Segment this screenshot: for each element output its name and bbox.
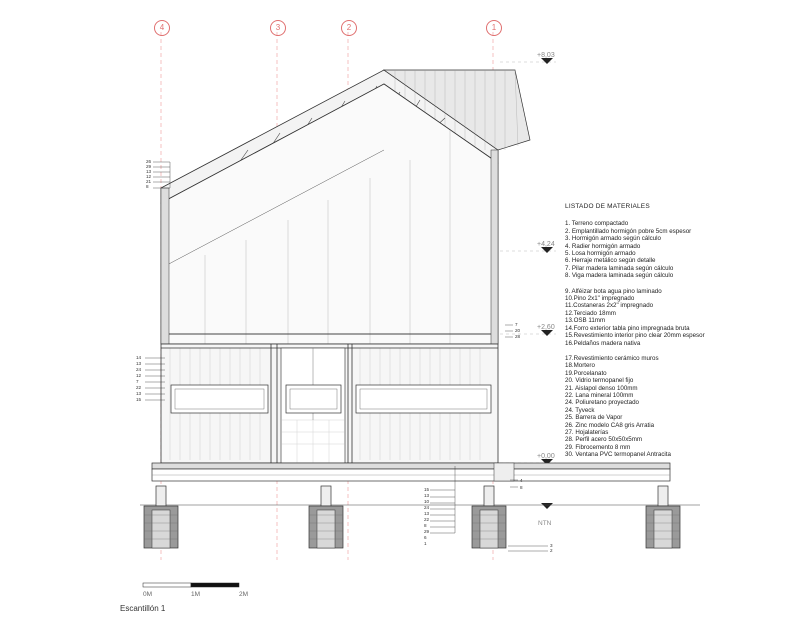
tag: 7	[136, 379, 139, 384]
level-ground: NTN	[538, 520, 552, 527]
legend-item: 19.Porcelanato	[565, 369, 607, 377]
legend-title: LISTADO DE MATERIALES	[565, 203, 650, 210]
tags-floor-right	[520, 477, 523, 491]
grid-axis-1: 1	[486, 20, 502, 36]
tag: 8	[146, 184, 149, 189]
legend-item: 22. Lana mineral 100mm	[565, 391, 634, 399]
tag: 12	[136, 373, 142, 378]
legend-item: 27. Hojalaterías	[565, 428, 609, 436]
legend-item: 18.Mortero	[565, 362, 595, 370]
level-mid-lower: +2,60	[537, 324, 555, 331]
tag: 14	[136, 355, 142, 360]
legend-item: 26. Zinc modelo CA8 gris Arratia	[565, 421, 655, 429]
tag: 29	[424, 529, 430, 534]
tags-floor-center	[424, 487, 429, 547]
level-markers	[541, 58, 553, 509]
legend-item: 16.Peldaños madera nativa	[565, 339, 641, 347]
scale-bar	[143, 583, 239, 587]
tag: 24	[136, 367, 142, 372]
tag: 8	[424, 523, 427, 528]
tag: 29	[146, 164, 152, 169]
legend-item: 8. Viga madera laminada según cálculo	[565, 272, 674, 280]
tag: 15	[136, 397, 142, 402]
tag: 15	[424, 487, 430, 492]
tag: 8	[520, 485, 523, 490]
legend-item: 11.Costaneras 2x2" impregnado	[565, 302, 654, 310]
lower-wall	[161, 344, 498, 463]
tags-wall-right	[515, 322, 520, 340]
legend-item: 30. Ventana PVC termopanel Antracita	[565, 451, 671, 459]
tag: 12	[146, 174, 152, 179]
tag: 20	[515, 328, 521, 333]
materials-legend	[565, 203, 705, 459]
grid-axis-2: 2	[341, 20, 357, 36]
legend-item: 5. Losa hormigón armado	[565, 250, 636, 258]
tag: 21	[146, 179, 152, 184]
scale-label-2: 2M	[239, 591, 249, 598]
tag: 22	[424, 517, 430, 522]
tag: 28	[515, 334, 521, 339]
level-mid-upper: +4,24	[537, 241, 555, 248]
legend-item: 9. Alféizar bota agua pino laminado	[565, 287, 662, 295]
tag: 10	[424, 499, 430, 504]
legend-item: 24. Tyveck	[565, 406, 595, 414]
floor-structure	[152, 463, 670, 481]
tag: 4	[520, 478, 523, 483]
legend-item: 2. Emplantillado hormigón pobre 5cm espesor	[565, 227, 692, 235]
tags-roof-left	[146, 159, 151, 189]
tag: 22	[136, 385, 142, 390]
tags-foot-right	[550, 543, 553, 553]
level-top: +8,03	[537, 52, 555, 59]
tag: 26	[146, 159, 152, 164]
legend-item: 4. Radier hormigón armado	[565, 242, 641, 250]
legend-item: 25. Barrera de Vapor	[565, 414, 623, 422]
tag: 13	[424, 493, 430, 498]
legend-item: 6. Herraje metálico según detalle	[565, 257, 656, 265]
legend-item: 7. Pilar madera laminada según cálculo	[565, 264, 674, 272]
scale-label-1: 1M	[191, 591, 201, 598]
grid-axis-3: 3	[270, 20, 286, 36]
tag: 3	[550, 543, 553, 548]
legend-item: 3. Hormigón armado según cálculo	[565, 235, 661, 243]
tag: 2	[550, 548, 553, 553]
scale-label-0: 0M	[143, 591, 153, 598]
grid-axis-4: 4	[154, 20, 170, 36]
legend-item: 1. Terreno compactado	[565, 220, 629, 228]
legend-item: 12.Terciado 18mm	[565, 309, 616, 317]
legend-item: 24. Poliuretano proyectado	[565, 399, 639, 407]
tag: 1	[424, 541, 427, 546]
foundations	[144, 486, 680, 548]
tag: 24	[424, 505, 430, 510]
legend-item: 28. Perfil acero 50x50x5mm	[565, 436, 643, 444]
legend-item: 29. Fibrocemento 8 mm	[565, 443, 631, 451]
legend-item: 20. Vidrio termopanel fijo	[565, 377, 634, 385]
tag: 13	[146, 169, 152, 174]
legend-item: 10.Pino 2x1" impregnado	[565, 295, 635, 303]
tag: 7	[515, 322, 518, 327]
legend-item: 13.OSB 11mm	[565, 317, 606, 325]
tag: 13	[424, 511, 430, 516]
tag: 13	[136, 391, 142, 396]
tag: 13	[136, 361, 142, 366]
legend-item: 21. Aislapol denso 100mm	[565, 384, 638, 392]
tags-wall-left	[136, 355, 141, 403]
legend-item: 15.Revestimiento interior pino clear 20mm espesor	[565, 332, 705, 340]
level-base: +0,00	[537, 453, 555, 460]
drawing-caption: Escantillón 1	[120, 604, 166, 613]
tag: 6	[424, 535, 427, 540]
legend-item: 14.Forro exterior tabla pino impregnada bruta	[565, 324, 690, 332]
legend-item: 17.Revestimiento cerámico muros	[565, 354, 659, 362]
